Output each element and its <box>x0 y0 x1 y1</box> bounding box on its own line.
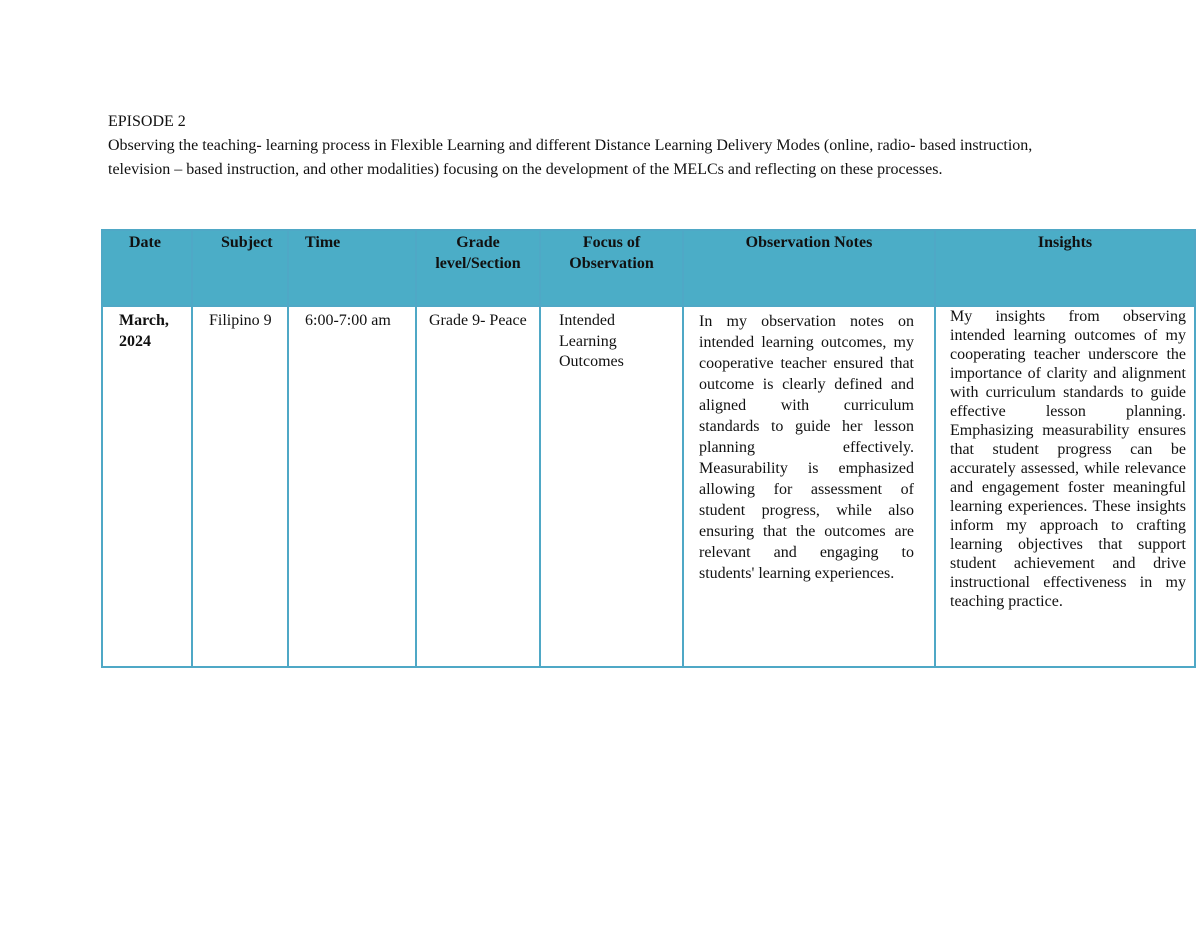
cell-grade-level-section: Grade 9- Peace <box>416 306 540 667</box>
episode-description: Observing the teaching- learning process in Flexible Learning and different Distance Learning Delivery Modes (online, radio- based instruction, television – based instruction, and other modalities) focusing on the development of the MELCs and reflecting on these processes. <box>108 137 1033 178</box>
cell-insights: My insights from observing intended learning outcomes of my cooperating teacher underscore the importance of clarity and alignment with curriculum standards to guide effective lesson planning. Emphasizing measurability ensures that student progress can be accurately assessed, while relevance and engagement foster meaningful learning experiences. These insights inform my approach to crafting learning objectives that support student achievement and drive instructional effectiveness in my teaching practice. <box>935 306 1195 667</box>
cell-date: March, 2024 <box>102 306 192 667</box>
observation-table <box>101 229 1196 668</box>
cell-observation-notes: In my observation notes on intended learning outcomes, my cooperative teacher ensured that outcome is clearly defined and aligned with curriculum standards to guide her lesson planning effectively. Measurability is emphasized allowing for assessment of student progress, while also ensuring that the outcomes are relevant and engaging to students' learning experiences. <box>683 306 935 667</box>
cell-focus-of-observation: Intended Learning Outcomes <box>540 306 683 667</box>
cell-subject: Filipino 9 <box>192 306 288 667</box>
header-observation-notes: Observation Notes <box>683 230 935 306</box>
table-body <box>102 306 1195 667</box>
table-header <box>102 230 1195 306</box>
header-focus-of-observation: Focus of Observation <box>540 230 683 306</box>
header-subject: Subject <box>192 230 288 306</box>
header-row <box>102 230 1195 306</box>
episode-intro <box>108 110 1098 182</box>
header-grade-level-section: Grade level/Section <box>416 230 540 306</box>
header-insights: Insights <box>935 230 1195 306</box>
table-row <box>102 306 1195 667</box>
header-date: Date <box>102 230 192 306</box>
episode-title: EPISODE 2 <box>108 113 186 130</box>
cell-time: 6:00-7:00 am <box>288 306 416 667</box>
header-time: Time <box>288 230 416 306</box>
